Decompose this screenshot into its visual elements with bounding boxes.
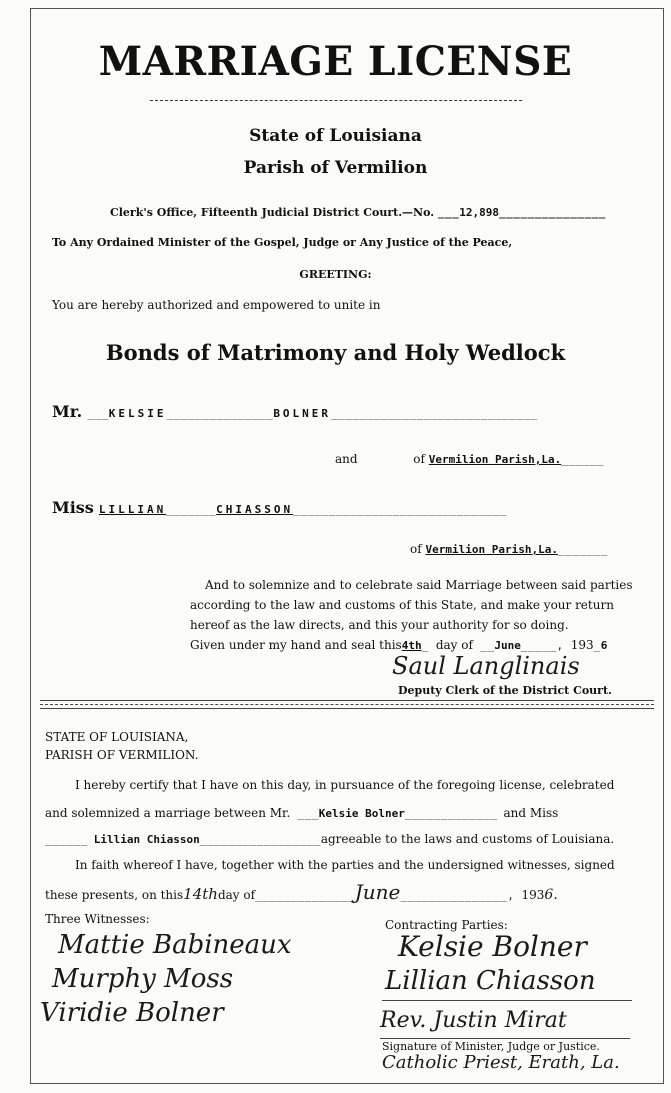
certify-dash-2: _____________ — [404, 807, 498, 820]
witnesses-label: Three Witnesses: — [45, 912, 150, 926]
state-heading: State of Louisiana — [249, 126, 422, 146]
contracting-label: Contracting Parties: — [385, 918, 508, 932]
given-year-suffix: 6 — [600, 639, 608, 652]
number-dash: ___ — [437, 206, 460, 219]
certify-line-2 — [45, 806, 558, 820]
miss-dash-3: ______________________________ — [293, 503, 507, 516]
bride-line — [52, 498, 507, 517]
bride-signature: Lillian Chiasson — [385, 966, 596, 996]
minister-sign-line — [380, 1038, 630, 1039]
deputy-clerk-line: Deputy Clerk of the District Court. — [398, 684, 612, 697]
groom-residence-line — [335, 452, 604, 466]
given-dash-4: _ — [593, 639, 601, 652]
presents-day-of: day of — [217, 888, 256, 902]
given-dash-2: __ — [472, 639, 495, 652]
certify-prefix: and solemnized a marriage between Mr. — [45, 806, 291, 820]
given-prefix: Given under my hand and seal this — [190, 638, 402, 652]
presents-dash-1: ______________ — [255, 889, 355, 902]
certify-and-miss: and Miss — [503, 806, 559, 820]
given-dash-1: _ — [421, 639, 436, 652]
given-year-prefix: 193 — [570, 638, 594, 652]
of-label: of — [413, 452, 425, 466]
bride-last-name: CHIASSON — [216, 503, 294, 516]
witness-signature-3: Viridie Bolner — [40, 998, 224, 1028]
clerk-signature: Saul Langlinais — [392, 652, 580, 680]
mr-dash-1: ___ — [87, 407, 109, 420]
given-line — [190, 638, 607, 652]
presents-month: June — [354, 880, 401, 904]
bride-residence: Vermilion Parish,La. — [425, 543, 558, 556]
document-title: MARRIAGE LICENSE — [98, 38, 573, 85]
mr-dash-3: _____________________________ — [331, 407, 538, 420]
presents-dash-2: _______________, — [400, 889, 522, 902]
greeting: GREETING: — [299, 268, 372, 281]
minister-title: Catholic Priest, Erath, La. — [382, 1052, 620, 1073]
certify-dash-1: ___ — [290, 807, 319, 820]
bride-of-label: of — [410, 542, 422, 556]
presents-prefix: these presents, on this — [45, 888, 184, 902]
separator-3 — [40, 708, 654, 709]
minister-signature: Rev. Justin Mirat — [380, 1008, 567, 1033]
solemnize-line-2: according to the law and customs of this State, and make your return — [190, 598, 614, 612]
groom-signature: Kelsie Bolner — [398, 930, 587, 963]
return-state: STATE OF LOUISIANA, — [45, 730, 189, 744]
solemnize-line-3: hereof as the law directs, and this your authority for so doing. — [190, 618, 569, 632]
certify-dash-3: ______ — [45, 833, 88, 846]
to-line: To Any Ordained Minister of the Gospel, Judge or Any Justice of the Peace, — [52, 236, 513, 249]
bride-first-name: LILLIAN — [98, 503, 167, 516]
certify-suffix: agreeable to the laws and customs of Louisiana. — [320, 832, 615, 846]
faith-line: In faith whereof I have, together with the parties and the undersigned witnesses, signed — [75, 858, 615, 872]
mr-dash-2: _______________ — [166, 407, 274, 420]
minister-caption: Signature of Minister, Judge or Justice. — [382, 1040, 600, 1053]
parish-heading: Parish of Vermilion — [243, 158, 428, 178]
separator-2 — [40, 704, 654, 705]
mr-label: Mr. — [52, 402, 83, 421]
return-parish: PARISH OF VERMILION. — [45, 748, 199, 762]
certify-dash-4: _________________ — [199, 833, 321, 846]
clerk-office-text: Clerk's Office, Fifteenth Judicial District Court.—No. — [110, 206, 435, 219]
number-dash-tail: _______________ — [499, 206, 606, 219]
bonds-heading: Bonds of Matrimony and Holy Wedlock — [105, 340, 566, 365]
groom-first-name: KELSIE — [108, 407, 167, 420]
separator-1 — [40, 700, 654, 701]
license-number: 12,898 — [459, 206, 500, 219]
and-label: and — [335, 452, 358, 466]
witness-signature-2: Murphy Moss — [52, 964, 234, 994]
witness-signature-1: Mattie Babineaux — [58, 930, 292, 960]
presents-year-prefix: 193 — [521, 888, 545, 902]
certify-line-3 — [45, 832, 614, 846]
certify-line-1: I hereby certify that I have on this day, in pursuance of the foregoing license, celebrated — [75, 778, 615, 792]
groom-line — [52, 402, 538, 421]
bride-res-dash: _______ — [557, 543, 608, 556]
given-day: 4th — [401, 639, 422, 652]
bride-sign-line — [382, 1000, 632, 1001]
given-dash-3: _____, — [520, 639, 571, 652]
presents-year-suffix: 6. — [544, 887, 558, 903]
given-day-of: day of — [435, 638, 473, 652]
groom-res-dash: ______ — [561, 453, 604, 466]
title-rule — [150, 100, 522, 101]
solemnize-line-1: And to solemnize and to celebrate said Marriage between said parties — [205, 578, 633, 592]
presents-line — [45, 880, 558, 904]
presents-day: 14th — [183, 885, 218, 903]
certify-bride: Lillian Chiasson — [93, 833, 200, 846]
authorized-line: You are hereby authorized and empowered to unite in — [52, 298, 381, 312]
groom-last-name: BOLNER — [273, 407, 332, 420]
clerk-office-line — [110, 206, 606, 219]
groom-residence: Vermilion Parish,La. — [428, 453, 562, 466]
certify-groom: Kelsie Bolner — [318, 807, 405, 820]
bride-residence-line — [410, 542, 608, 556]
given-month: June — [494, 639, 521, 652]
miss-label: Miss — [52, 498, 94, 517]
miss-dash-2: _______ — [166, 503, 217, 516]
